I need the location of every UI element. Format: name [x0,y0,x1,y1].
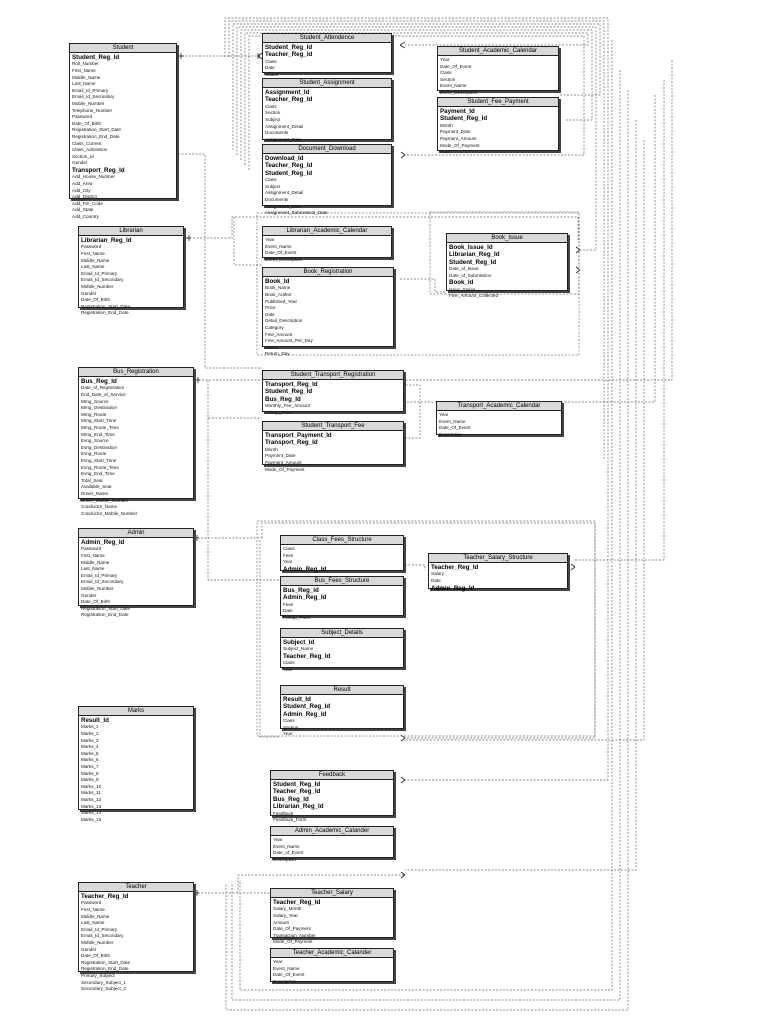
attribute: Evng_Start_Time [81,457,117,463]
entity-student-transport-registration [262,370,404,415]
attribute: Year [439,412,449,417]
attribute: Salary_Year [273,913,298,918]
attribute: Mobile_Number [72,100,105,106]
entity-title: Student [70,44,176,53]
attribute: Event_Name [273,965,300,971]
key-attribute: Student_Reg_Id [273,781,321,788]
attribute: Middle_Name [81,559,110,565]
entity-teacher-salary [270,888,394,945]
entity-librarian-academic-calendar [262,226,392,262]
key-attribute: Bus_Reg_Id [81,378,117,385]
attribute: Registration_End_Date [72,133,120,139]
key-attribute: Payment_Id [440,108,475,115]
key-attribute: Teacher_Reg_Id [265,162,313,170]
attribute: Pickup_Point [265,409,292,415]
attribute: Email_Id_Primary [81,270,118,276]
attribute: Mrng_End_Time [81,431,115,437]
attribute: Class_Admission [72,147,108,153]
attribute: Registration_Start_Date [81,959,131,965]
attribute: Registration_Start_Date [72,127,122,133]
attribute: Evng_Source [81,438,109,444]
key-attribute: Teacher_Reg_Id [273,899,321,906]
entity-student [69,43,177,219]
attribute: Password [81,900,102,906]
attribute: Mrng_Source [81,398,109,404]
entity-title: Admin [79,529,193,538]
entity-title: Marks [79,707,193,716]
attribute: Date_Of_Birth [72,120,102,126]
attribute: Documents [265,197,289,202]
attribute: Note [440,149,450,155]
entity-admin-academic-calander [270,826,394,862]
entity-student-attendence [262,33,392,77]
attribute: Section [265,110,281,116]
key-attribute: Teacher_Reg_Id [265,96,313,104]
attribute: Mrng_Destination [81,405,118,411]
attribute: Detail_Description [265,318,303,324]
attribute: Feedback_Form [273,817,307,823]
key-attribute: Librarian_Reg_Id [449,251,500,259]
key-attribute: Book_Issue_Id [449,244,493,251]
key-attribute: Bus_Reg_Id [283,587,319,594]
attribute: Marks_15 [81,816,102,822]
key-attribute: Bus_Reg_Id [265,395,301,403]
entity-title: Teacher_Salary [271,889,393,898]
attribute: Total_Seat [81,477,103,483]
attribute: Date_of_Registration [81,385,125,391]
attribute: Add_District [72,194,97,200]
attribute: Class [440,70,452,76]
entity-title: Transport_Academic_Calendar [437,402,561,411]
attribute: Month [440,122,453,128]
attribute: Email_Id_Secondary [81,277,124,283]
attribute: Assignment_Detail [265,190,304,196]
key-attribute: Transport_Reg_Id [265,439,318,447]
attribute: Category [265,324,284,330]
key-attribute: Download_Id [265,155,304,162]
entity-title: Student_Fee_Payment [438,98,558,107]
attribute: Date_Of_Birth [81,297,111,303]
attribute: Email_Id_Primary [81,926,118,932]
attribute: Date_Of_Payment [273,926,311,932]
attribute: Event_Description [440,89,478,95]
entity-class-fees-structure [280,535,404,571]
key-attribute: Result_Id [283,696,311,703]
key-attribute: Librarian_Reg_Id [273,803,324,811]
attribute: Conductor_Name [81,504,118,510]
attribute: Documents [265,130,289,136]
key-attribute: Transport_Reg_Id [72,166,125,174]
attribute: Add_Country [72,213,99,219]
attribute: Evng_End_Time [81,471,115,477]
attribute: Marks_2 [81,731,99,736]
attribute: Last_Name [81,920,105,926]
entity-bus-registration [78,367,194,516]
key-attribute: Student_Reg_Id [265,44,313,51]
attribute: Fine_Amount [265,331,293,337]
attribute: Feedback [273,810,294,816]
attribute: Email_Id_Primary [81,572,118,578]
attribute: Add_Area [72,180,93,186]
attribute: Marks_1 [81,724,99,730]
attribute: Middle_Name [81,913,110,919]
attribute: Mrng_Route_Time [81,424,119,430]
key-attribute: Teacher_Reg_Id [81,893,129,900]
attribute: Date_Of_Event [265,250,297,256]
attribute: Pickup_Point [283,615,310,620]
attribute: Marks_6 [81,757,99,763]
attribute: Payment_Date [265,453,296,459]
key-attribute: Subject_Id [283,639,315,646]
attribute: Conductor_Mobile_Number [81,510,138,516]
entity-title: Document_Download [263,145,391,154]
key-attribute: Student_Reg_Id [449,258,497,266]
attribute: Assignment_Date [265,203,302,209]
key-attribute: Admin_Reg_Id [431,584,475,592]
entity-title: Result [281,686,403,695]
attribute: Marks_11 [81,790,101,796]
entity-title: Student_Academic_Calendar [438,47,558,56]
entity-title: Bus_Registration [79,368,193,377]
attribute: Marks_8 [81,770,99,776]
attribute: Date [431,578,441,583]
attribute: Gender [72,160,88,166]
attribute: Mode_Of_Payment [440,142,480,148]
entity-student-academic-calendar [437,46,559,95]
entity-student-fee-payment [437,97,559,155]
attribute: Password [81,546,102,552]
attribute: Class [283,718,295,724]
attribute: Price [265,305,276,311]
attribute: Section [283,724,299,730]
key-attribute: Teacher_Reg_Id [273,788,321,796]
attribute: Telephone_Number [72,107,113,113]
attribute: Email_Id_Secondary [72,94,115,100]
entity-bus-fees-structure [280,576,404,620]
attribute: Date [283,608,293,614]
attribute: Gender [81,946,97,952]
attribute: Date_Of_Event [440,63,472,69]
entity-title: Student_Transport_Registration [263,371,403,380]
entity-book-issue [446,233,568,299]
entity-title: Teacher [79,883,193,892]
attribute: Marks_14 [81,810,102,816]
key-attribute: Librarian_Reg_Id [81,237,132,244]
attribute: Class [265,103,277,109]
entity-marks [78,706,194,822]
entity-feedback [270,770,394,823]
entity-teacher [78,882,194,992]
key-attribute: Student_Reg_Id [265,169,313,177]
attribute: Assignment_Submission_Date [265,210,328,216]
attribute: Last_Name [72,81,96,87]
key-attribute: Transport_Payment_Id [265,432,332,439]
attribute: Class [283,660,295,666]
key-attribute: Admin_Reg_Id [283,565,327,573]
attribute: Subject [265,117,281,122]
attribute: Registration_End_Date [81,612,129,618]
attribute: Driver_Name [81,490,109,496]
key-attribute: Student_Reg_Id [72,54,120,61]
attribute: Section [440,76,456,82]
attribute: Class [265,177,277,183]
attribute: Add_State [72,207,94,213]
key-attribute: Student_Reg_Id [440,115,488,123]
attribute: Marks_13 [81,803,102,809]
attribute: Date [265,65,275,71]
entity-title: Student_Attendence [263,34,391,43]
entity-teacher-salary-structure [428,553,568,592]
attribute: Mrng_Start_Time [81,418,117,424]
entity-student-assignment [262,78,392,140]
attribute: Published_Year [265,298,298,304]
attribute: Registration_End_Date [81,310,129,316]
attribute: Date [265,311,275,317]
attribute: Evng_Route_Time [81,464,119,470]
entity-teacher-academic-calander [270,948,394,982]
attribute: Monthly_Fee_Amount [265,403,310,409]
entity-transport-academic-calendar [436,401,562,435]
entity-student-transport-fee [262,421,404,472]
attribute: Marks_7 [81,763,99,769]
key-attribute: Assignment_Id [265,89,310,96]
entity-title: Feedback [271,771,393,780]
entity-title: Admin_Academic_Calander [271,827,393,836]
attribute: Date_Of_Birth [81,953,111,959]
attribute: Salary [431,571,445,577]
attribute: Return_Day [265,351,290,357]
attribute: Description [439,431,462,437]
attribute: Date_Of_Birth [81,599,111,605]
attribute: Subject [265,183,281,189]
attribute: Gender [81,592,97,598]
attribute: Password [72,114,93,120]
attribute: Assignment_Date [265,136,302,142]
attribute: Marks_4 [81,744,99,750]
key-attribute: Book_Id [265,278,290,285]
key-attribute: Bus_Reg_Id [273,795,309,803]
attribute: Email_Id_Secondary [81,579,124,585]
attribute: Fine_Amount_Per_Day [265,338,313,344]
attribute: Date_Of_Event [273,972,305,978]
attribute: End_Date_of_Service [81,392,126,397]
attribute: Year [283,731,293,737]
entity-librarian [78,226,184,316]
attribute: Marks_10 [81,783,102,789]
attribute: Marks_9 [81,777,99,783]
attribute: Date_of_Issue [449,266,479,272]
attribute: Mobile_Number [81,283,114,289]
attribute: Roll_Number [72,61,99,67]
entity-title: Subject_Details [281,629,403,638]
attribute: Event_Name [273,843,300,849]
attribute: Issue_Status [449,286,476,292]
entity-title: Librarian_Academic_Calendar [263,227,391,236]
entity-document-download [262,144,392,216]
entity-result [280,685,404,737]
attribute: Class [283,546,295,551]
attribute: Driver_Mobile_Number [81,497,129,503]
key-attribute: Admin_Reg_Id [283,594,327,602]
entity-title: Student_Transport_Fee [263,422,403,431]
key-attribute: Admin_Reg_Id [81,539,125,546]
attribute: Add_House_Number [72,174,115,180]
attribute: Fees [283,552,294,558]
attribute: Event_Name [440,83,467,89]
attribute: Mode_Of_Payment [265,466,305,472]
attribute: Email_Id_Secondary [81,933,124,939]
attribute: Registration_Start_Date [81,303,131,309]
attribute: Mode_Of_Payment [273,939,313,945]
attribute: Book_Name [265,285,291,291]
attribute: Mobile_Number [81,939,114,945]
attribute: Payment_Amount [265,460,302,465]
entity-title: Teacher_Salary_Structure [429,554,567,563]
entity-title: Class_Fees_Structure [281,536,403,545]
attribute: First_Name [72,68,96,73]
entity-title: Teacher_Academic_Calander [271,949,393,958]
attribute: Month [265,446,278,452]
attribute: Transaction_Number [273,932,316,938]
attribute: First_Name [81,553,105,558]
entity-title: Librarian [79,227,183,236]
entity-title: Book_Issue [447,234,567,243]
entity-title: Student_Assignment [263,79,391,88]
attribute: Mobile_Number [81,585,114,591]
attribute: Event_Name [439,418,466,424]
attribute: Marks_12 [81,796,102,802]
attribute: Year [283,667,293,672]
attribute: Event_Name [265,243,292,249]
attribute: Evng_Route [81,451,107,457]
key-attribute: Transport_Reg_Id [265,381,318,388]
attribute: Available_Seat [81,484,112,490]
attribute: Date_of_Submission [449,272,492,278]
attribute: Email_Id_Primary [72,87,109,93]
attribute: Add_Pin_Code [72,200,103,206]
attribute: Status [265,344,279,350]
entity-title: Book_Registration [263,268,393,277]
attribute: Payment_Amount [440,136,477,141]
attribute: Middle_Name [72,74,101,80]
attribute: Mrng_Route [81,411,107,417]
attribute: First_Name [81,907,105,912]
key-attribute: Student_Reg_Id [265,388,313,396]
attribute: Registration_End_Date [81,966,129,972]
key-attribute: Teacher_Reg_Id [283,653,331,660]
attribute: Salary_Month [273,906,302,912]
attribute: Secondary_Subject_2 [81,986,126,992]
key-attribute: Teacher_Reg_Id [431,564,479,571]
attribute: Year [440,57,450,62]
attribute: Year [273,959,283,964]
attribute: Date_of_Event [273,850,304,856]
attribute: Event_Description [265,256,303,262]
attribute: Assignment_Detail [265,123,304,129]
attribute: Secondary_Subject_1 [81,979,126,985]
attribute: Evng_Destination [81,444,118,450]
attribute: Year [283,559,293,565]
attribute: Year [265,237,275,242]
entity-admin [78,528,194,618]
attribute: Description [273,856,296,862]
key-attribute: Book_Id [449,279,474,287]
attribute: Subject_Name [283,646,314,652]
attribute: Amount [273,919,289,925]
attribute: Book_Author [265,292,292,297]
attribute: Password [81,244,102,250]
entity-book-registration [262,267,394,357]
attribute: Add_City [72,187,91,193]
attribute: Last_Name [81,264,105,270]
attribute: Year [273,837,283,842]
attribute: Registration_Start_Date [81,605,131,611]
attribute: Gender [81,290,97,296]
entity-title: Bus_Fees_Structure [281,577,403,586]
attribute: Payment_Date [440,129,471,135]
entity-subject-details [280,628,404,672]
attribute: Fees [283,601,294,607]
attribute: Last_Name [81,566,105,572]
attribute: Marks_3 [81,737,99,743]
attribute: Primary_Subject [81,972,115,978]
attribute: Middle_Name [81,257,110,263]
attribute: Fine_Amount_Collected [449,293,499,299]
key-attribute: Result_Id [81,717,109,724]
attribute: First_Name [81,251,105,256]
attribute: Status [265,72,279,77]
attribute: Marks_5 [81,750,99,756]
attribute: Class [265,58,277,64]
attribute: Date_Of_Event [439,425,471,431]
attribute: Section_Id [72,153,94,159]
attribute: Description [273,978,296,984]
key-attribute: Teacher_Reg_Id [265,51,313,59]
key-attribute: Student_Reg_Id [283,703,331,711]
attribute: Class_Current [72,140,102,146]
key-attribute: Admin_Reg_Id [283,710,327,718]
